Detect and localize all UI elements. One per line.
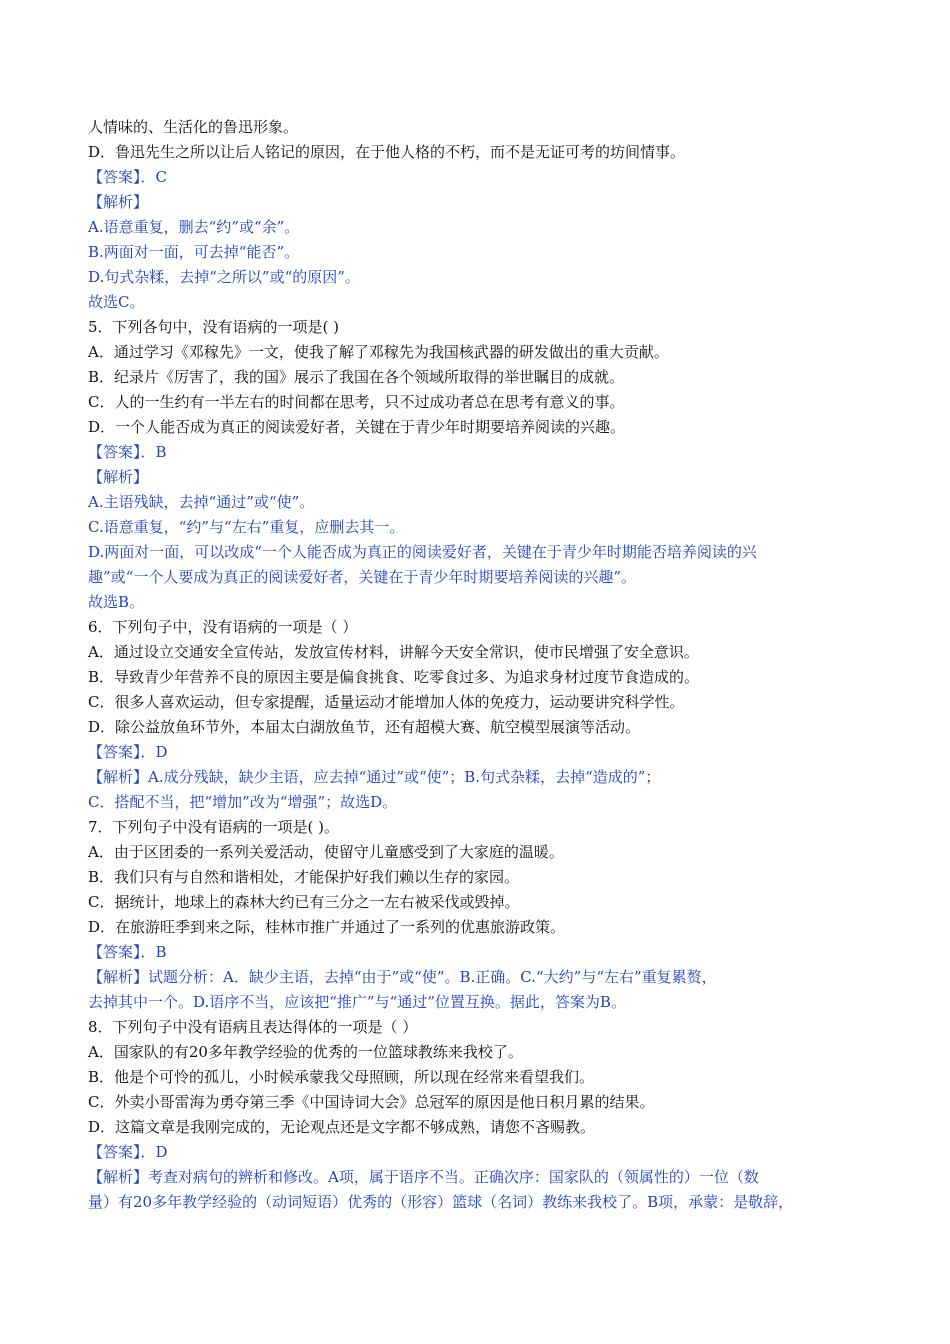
text-line: B．导致青少年营养不良的原因主要是偏食挑食、吃零食过多、为追求身材过度节食造成的。 (88, 668, 700, 686)
text-line: 故选C。 (88, 293, 145, 311)
text-line: 量）有20多年教学经验的（动词短语）优秀的（形容）篮球（名词）教练来我校了。B项，承蒙：是敬辞， (88, 1193, 794, 1211)
text-line: C．很多人喜欢运动，但专家提醒，适量运动才能增加人体的免疫力，运动要讲究科学性。 (88, 693, 685, 711)
text-line: 8．下列句子中没有语病且表达得体的一项是（ ） (88, 1018, 418, 1036)
text-line: C．外卖小哥雷海为勇夺第三季《中国诗词大会》总冠军的原因是他日积月累的结果。 (88, 1093, 655, 1111)
text-line: A．通过设立交通安全宣传站，发放宣传材料，讲解今天安全常识，使市民增强了安全意识。 (88, 643, 699, 661)
text-line: 【解析】 (88, 193, 149, 211)
text-line: 6．下列句子中，没有语病的一项是（ ） (88, 618, 358, 636)
text-line: 趣”或“一个人要成为真正的阅读爱好者，关键在于青少年时期要培养阅读的兴趣”。 (88, 568, 637, 586)
text-line: C．人的一生约有一半左右的时间都在思考，只不过成功者总在思考有意义的事。 (88, 393, 625, 411)
text-line: D．在旅游旺季到来之际，桂林市推广并通过了一系列的优惠旅游政策。 (88, 918, 566, 936)
text-line: A.主语残缺，去掉“通过”或“使”。 (88, 493, 315, 511)
text-line: 5．下列各句中，没有语病的一项是( ) (88, 318, 340, 336)
text-line: A.语意重复，删去“约”或“余”。 (88, 218, 300, 236)
text-line: A．通过学习《邓稼先》一文，使我了解了邓稼先为我国核武器的研发做出的重大贡献。 (88, 343, 669, 361)
text-line: 【解析】试题分析：A．缺少主语，去掉“由于”或“使”。B.正确。C.“大约”与“左右”重复累赘， (88, 968, 717, 986)
text-line: 故选B。 (88, 593, 145, 611)
text-line: 人情味的、生活化的鲁迅形象。 (88, 118, 299, 136)
text-line: 【答案】．B (88, 443, 167, 461)
text-line: A．由于区团委的一系列关爱活动，使留守儿童感受到了大家庭的温暖。 (88, 843, 564, 861)
text-line: D．这篇文章是我刚完成的，无论观点还是文字都不够成熟，请您不吝赐教。 (88, 1118, 596, 1136)
text-line: 【答案】．D (88, 1143, 168, 1161)
text-line: 去掉其中一个。D.语序不当，应该把“推广”与“通过”位置互换。据此，答案为B。 (88, 993, 626, 1011)
text-line: D．一个人能否成为真正的阅读爱好者，关键在于青少年时期要培养阅读的兴趣。 (88, 418, 626, 436)
text-line: C．搭配不当，把“增加”改为“增强”；故选D。 (88, 793, 398, 811)
text-line: 【解析】A.成分残缺，缺少主语，应去掉“通过”或“使”；B.句式杂糅，去掉“造成的”； (88, 768, 661, 786)
text-line: B．他是个可怜的孤儿，小时候承蒙我父母照顾，所以现在经常来看望我们。 (88, 1068, 595, 1086)
text-line: A．国家队的有20多年教学经验的优秀的一位篮球教练来我校了。 (88, 1043, 523, 1061)
text-line: C．据统计，地球上的森林大约已有三分之一左右被采伐或毁掉。 (88, 893, 520, 911)
text-line: 【答案】．D (88, 743, 168, 761)
text-line: 【解析】考查对病句的辨析和修改。A项，属于语序不当。正确次序：国家队的（领属性的）一位（数 (88, 1168, 759, 1186)
text-line: D.两面对一面，可以改成“一个人能否成为真正的阅读爱好者，关键在于青少年时期能否培养阅读的兴 (88, 543, 757, 561)
text-line: B．纪录片《厉害了，我的国》展示了我国在各个领域所取得的举世瞩目的成就。 (88, 368, 625, 386)
text-line: C.语意重复，“约”与“左右”重复，应删去其一。 (88, 518, 405, 536)
text-line: B．我们只有与自然和谐相处，才能保护好我们赖以生存的家园。 (88, 868, 520, 886)
text-line: 【解析】 (88, 468, 149, 486)
text-line: 【答案】．C (88, 168, 167, 186)
text-line: 7．下列句子中没有语病的一项是( )。 (88, 818, 340, 836)
text-line: B.两面对一面，可去掉“能否”。 (88, 243, 300, 261)
text-line: D．鲁迅先生之所以让后人铭记的原因，在于他人格的不朽，而不是无证可考的坊间情事。 (88, 143, 686, 161)
document-page (88, 115, 888, 1215)
text-line: D．除公益放鱼环节外，本届太白湖放鱼节，还有超模大赛、航空模型展演等活动。 (88, 718, 641, 736)
text-line: 【答案】．B (88, 943, 167, 961)
text-line: D.句式杂糅，去掉“之所以”或“的原因”。 (88, 268, 360, 286)
